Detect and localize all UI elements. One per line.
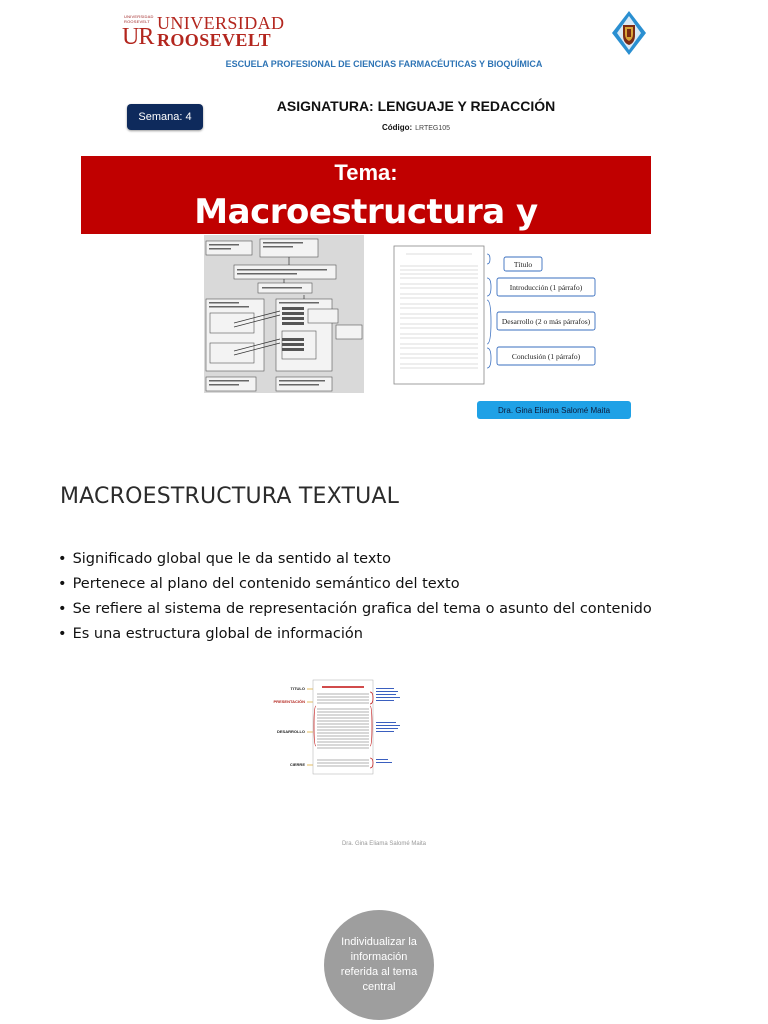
topic-label: Tema: [334, 160, 398, 185]
author-badge: Dra. Gina Eliama Salomé Maita [477, 401, 631, 419]
document-structure-body-label: Desarrollo (2 o más párrafos) [501, 317, 591, 326]
footer-credit: Dra. Gina Eliama Salomé Maita [341, 841, 427, 847]
diagram-label-development: DESARROLLO [277, 729, 305, 734]
document-structure-image [366, 240, 616, 396]
document-structure-conclusion-label: Conclusión (1 párrafo) [511, 352, 581, 361]
course-code-value: LRTEG105 [415, 125, 451, 132]
topic-banner [81, 156, 651, 234]
bullet-list [58, 547, 738, 647]
bullet-item: • Significado global que le da sentido al texto [58, 547, 738, 572]
idea-circle-text: Individualizar la información referida al tema central [340, 936, 418, 993]
diagram-label-presentation: PRESENTACIÓN [273, 699, 305, 704]
text-layout-diagram [273, 676, 456, 778]
diagram-label-title: TITULO [290, 686, 305, 691]
bullet-item: • Es una estructura global de información [58, 622, 738, 647]
course-code-label: Código: [381, 123, 413, 132]
university-mark-letters: UR [122, 24, 154, 50]
bullet-item: • Pertenece al plano del contenido semántico del texto [58, 572, 738, 597]
document-structure-intro-label: Introducción (1 párrafo) [509, 283, 583, 292]
research-flowchart-image [204, 235, 364, 393]
university-logo [120, 10, 285, 52]
university-small-text: UNIVERSIDAD ROOSEVELT [124, 14, 154, 24]
diagram-label-closing: CIERRE [289, 762, 305, 767]
school-name: ESCUELA PROFESIONAL DE CIENCIAS FARMACÉUTICAS Y BIOQUÍMICA [225, 59, 543, 69]
university-name-line1: UNIVERSIDAD [157, 13, 285, 33]
topic-title: Macroestructura y [194, 192, 538, 232]
week-badge: Semana: 4 [127, 104, 203, 130]
idea-circle [324, 910, 434, 1020]
document-structure-title-label: Título [513, 260, 533, 269]
course-code [230, 123, 602, 132]
section-title: MACROESTRUCTURA TEXTUAL [60, 484, 400, 509]
faculty-shield-icon [611, 10, 647, 56]
bullet-item: • Se refiere al sistema de representación grafica del tema o asunto del contenido [58, 597, 738, 622]
university-emblem [120, 12, 154, 50]
university-name-line2: ROOSEVELT [157, 30, 271, 50]
subject-title: ASIGNATURA: LENGUAJE Y REDACCIÓN [276, 98, 556, 114]
